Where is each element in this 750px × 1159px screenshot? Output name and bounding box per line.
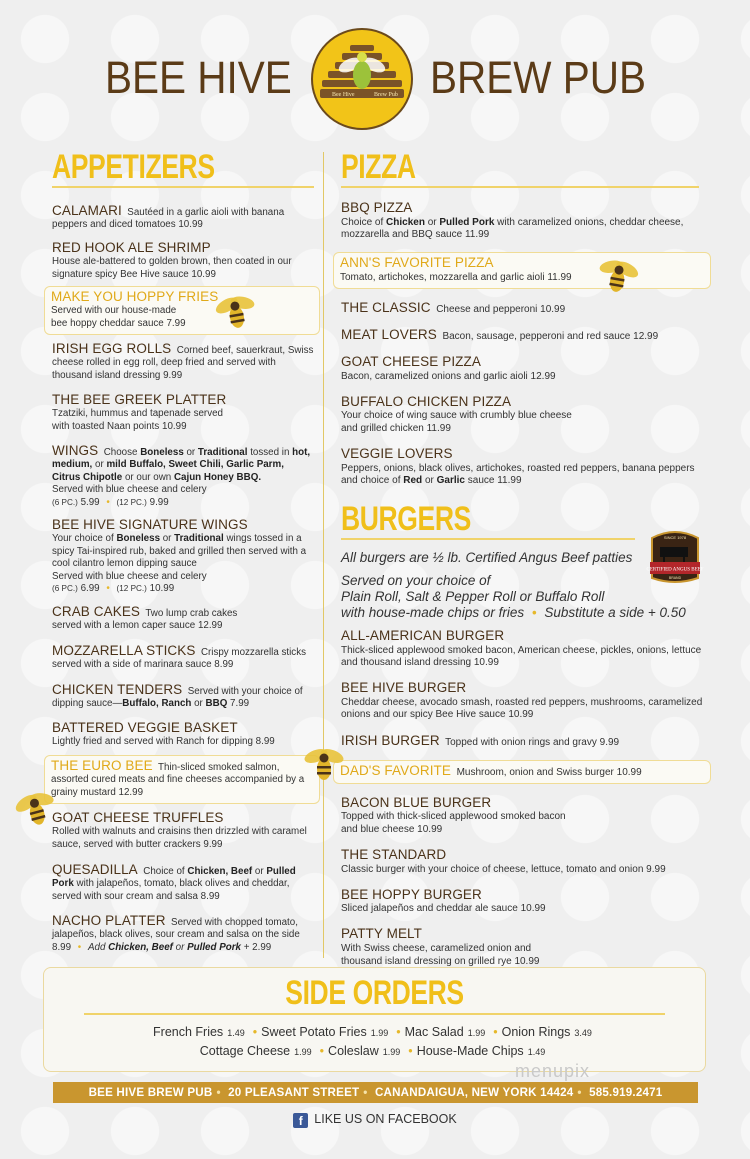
menu-item-description: Your choice of Boneless or Traditional wings tossed in a spicy Tai-inspired rub, baked and grilled then served with a cool cilantro lemon dipping sauce Served with blue cheese and celery (6 PC.) 6.99 • (12 PC.) 10.99 (52, 533, 307, 595)
menu-item-name: THE CLASSIC (341, 299, 431, 315)
separator-dot: • (252, 1025, 258, 1039)
menu-item-description: Cheese and pepperoni 10.99 (436, 303, 566, 315)
appetizers-section (52, 148, 314, 960)
side-orders-row (44, 1042, 705, 1061)
rule (52, 186, 314, 188)
menu-item-name: BUFFALO CHICKEN PIZZA (341, 393, 512, 409)
rule (341, 538, 635, 540)
menu-item-name: WINGS (52, 443, 99, 458)
menu-item-description: Two lump crab cakes served with a lemon caper sauce 12.99 (52, 608, 238, 632)
bee-icon (593, 252, 643, 299)
menu-item-description: Served with chopped tomato, jalapeños, black olives, sour cream and salsa on the side 8.99 • Add Chicken, Beef or Pulled Pork + 2.99 (52, 917, 300, 953)
menu-item (52, 443, 314, 509)
side-price: 1.99 (467, 1028, 486, 1038)
menu-item (341, 926, 705, 968)
badge-sub: BRAND (668, 576, 682, 580)
side-name: Onion Rings (501, 1025, 571, 1039)
side-price: 3.49 (574, 1028, 592, 1038)
menu-item-name: DAD'S FAVORITE (340, 762, 451, 778)
menu-item-name: IRISH EGG ROLLS (52, 341, 172, 356)
column-divider (323, 152, 324, 958)
menu-item-description: Choose Boneless or Traditional tossed in hot, medium, or mild Buffalo, Sweet Chili, Garlic Parm, Citrus Chipotle or our own Cajun Honey BBQ. Served with blue cheese and celery (6 PC.) 5.99 • (12 PC.) 9.99 (52, 447, 311, 508)
menu-item-description: Tzatziki, hummus and tapenade served with toasted Naan points 10.99 (52, 408, 223, 432)
menu-item (52, 913, 314, 954)
menu-item-description: Choice of Chicken or Pulled Pork with caramelized onions, cheddar cheese, mozzarella and BBQ sauce 11.99 (341, 216, 684, 241)
facebook-link[interactable] (0, 1112, 750, 1128)
menu-item (341, 795, 705, 837)
menu-item-description: Bacon, sausage, pepperoni and red sauce 12.99 (442, 331, 659, 343)
menu-item-name: ALL-AMERICAN BURGER (341, 628, 505, 643)
menu-item (333, 252, 711, 289)
pizza-title: PIZZA (341, 148, 416, 186)
menu-item-name: BBQ PIZZA (341, 200, 413, 215)
menu-item (341, 733, 705, 750)
menu-item (341, 327, 705, 344)
bee-icon (302, 744, 346, 784)
menu-item (52, 240, 314, 281)
menu-item-name: NACHO PLATTER (52, 913, 166, 928)
separator-dot: • (493, 1025, 498, 1039)
menu-item-description: Rolled with walnuts and craisins then drizzled with caramel sauce, served with butter crackers 9.99 (52, 826, 307, 850)
facebook-label[interactable]: LIKE US ON FACEBOOK (314, 1112, 457, 1126)
rule (341, 186, 699, 188)
menu-item-description: House ale-battered to golden brown, then coated in our signature spicy Bee Hive sauce 10.99 (52, 256, 292, 280)
menu-item-name: MAKE YOU HOPPY FRIES (51, 289, 219, 304)
menu-item-name: THE STANDARD (341, 847, 447, 863)
menu-item-description: Topped with thick-sliced applewood smoked bacon and blue cheese 10.99 (341, 811, 566, 835)
menu-item (341, 354, 705, 383)
menu-item (52, 203, 314, 232)
menu-item (341, 300, 705, 317)
pizza-list (341, 200, 705, 488)
menu-item (341, 680, 705, 722)
footer-city: CANANDAIGUA, NEW YORK 14424 (374, 1086, 574, 1099)
menu-item-description: Choice of Chicken, Beef or Pulled Pork with jalapeños, tomato, black olives and cheddar, served with sour cream and salsa 8.99 (52, 866, 296, 902)
menu-item-name: VEGGIE LOVERS (341, 446, 453, 462)
menu-item-description: Served with our house-made bee hoppy cheddar sauce 7.99 (51, 305, 186, 329)
footer-phone[interactable]: 585.919.2471 (589, 1086, 663, 1099)
menu-item (341, 394, 705, 436)
menu-item (52, 682, 314, 711)
logo-text-right: Brew Pub (374, 92, 398, 98)
side-price: 1.49 (527, 1047, 546, 1057)
separator-dot: • (408, 1044, 413, 1058)
badge-main: CERTIFIED ANGUS BEEF (646, 567, 704, 573)
menu-item-description: Corned beef, sauerkraut, Swiss cheese rolled in egg roll, deep fried and served with thousand island dressing 9.99 (52, 345, 314, 381)
menu-item (52, 604, 314, 633)
side-name: Sweet Potato Fries (261, 1025, 367, 1039)
menu-item-name: PATTY MELT (341, 926, 423, 942)
menu-item-description: Thin-sliced smoked salmon, assorted cured meats and fine cheeses accompanied by a grainy mustard 12.99 (51, 762, 305, 798)
burgers-intro-2: Served on your choice of Plain Roll, Salt & Pepper Roll or Buffalo Roll with house-made chips or fries • Substitute a side + 0.50 (341, 573, 686, 620)
menu-item-name: GOAT CHEESE PIZZA (341, 354, 481, 370)
menu-item (44, 755, 320, 804)
menu-item-description: Sautéed in a garlic aioli with banana peppers and diced tomatoes 10.99 (52, 207, 285, 231)
appetizers-title: APPETIZERS (52, 148, 215, 186)
menu-item-name: ANN'S FAVORITE PIZZA (340, 255, 494, 271)
menu-item-name: QUESADILLA (52, 862, 138, 877)
badge-top: SINCE 1978 (663, 535, 687, 540)
title-right: BREW PUB (430, 52, 647, 103)
menu-item (341, 628, 705, 670)
side-orders-section (43, 967, 706, 1072)
menu-item (52, 517, 314, 595)
menu-item-name: MEAT LOVERS (341, 327, 437, 343)
title-left: BEE HIVE (105, 52, 292, 103)
rule (84, 1013, 665, 1015)
logo-text-left: Bee Hive (332, 92, 355, 98)
certified-angus-beef-badge (646, 528, 704, 586)
menu-item (341, 446, 705, 488)
menu-item (52, 643, 314, 672)
pizza-section (341, 148, 705, 498)
side-name: Coleslaw (328, 1044, 379, 1058)
menu-item-name: IRISH BURGER (341, 732, 440, 748)
burgers-list (341, 628, 705, 968)
menu-item (333, 760, 711, 785)
menu-item-description: With Swiss cheese, caramelized onion and thousand island dressing on grilled rye 10.99 (341, 943, 540, 967)
menu-item-description: Tomato, artichokes, mozzarella and garlic aioli 11.99 (340, 271, 572, 283)
side-price: 1.99 (370, 1028, 389, 1038)
menu-item-name: CALAMARI (52, 203, 122, 218)
side-name: French Fries (153, 1025, 224, 1039)
menu-item-name: THE EURO BEE (51, 758, 153, 773)
side-orders-row (44, 1023, 705, 1042)
side-orders-title: SIDE ORDERS (285, 974, 464, 1012)
menu-item-name: RED HOOK ALE SHRIMP (52, 240, 211, 255)
appetizers-list (52, 200, 314, 960)
burgers-intro-1: All burgers are ½ lb. Certified Angus Beef patties (341, 550, 633, 565)
menu-item-name: THE BEE GREEK PLATTER (52, 392, 227, 407)
menu-item (52, 862, 314, 903)
menu-item (52, 720, 314, 749)
facebook-icon: f (293, 1113, 308, 1128)
menu-item (52, 392, 314, 433)
menu-item-description: Lightly fried and served with Ranch for dipping 8.99 (52, 736, 275, 748)
separator-dot: • (396, 1025, 401, 1039)
menu-item (52, 341, 314, 382)
menu-item-description: Cheddar cheese, avocado smash, roasted red peppers, mushrooms, caramelized onions and our spicy Bee Hive sauce 10.99 (341, 696, 703, 721)
menu-item-description: Topped with onion rings and gravy 9.99 (445, 736, 620, 748)
menu-item (341, 847, 705, 876)
menu-item-description: Bacon, caramelized onions and garlic aioli 12.99 (341, 370, 556, 382)
menu-item-name: GOAT CHEESE TRUFFLES (52, 810, 224, 825)
menu-item (52, 810, 314, 851)
side-orders-list (44, 1023, 705, 1061)
menu-item-name: CRAB CAKES (52, 604, 141, 619)
menu-item (341, 887, 705, 916)
footer-address: 20 PLEASANT STREET (228, 1086, 360, 1099)
menu-item-name: MOZZARELLA STICKS (52, 643, 196, 658)
bee-icon (211, 288, 261, 335)
menu-item-description: Served with your choice of dipping sauce—Buffalo, Ranch or BBQ 7.99 (52, 686, 303, 710)
menu-item-description: Thick-sliced applewood smoked bacon, American cheese, pickles, onions, lettuce and thousand island dressing 10.99 (341, 644, 702, 669)
menu-item (44, 286, 320, 335)
footer-bar: BEE HIVE BREW PUB • 20 PLEASANT STREET • CANANDAIGUA, NEW YORK 14424 • 585.919.2471 (53, 1082, 698, 1103)
side-name: Cottage Cheese (199, 1044, 291, 1058)
side-name: House-Made Chips (416, 1044, 524, 1058)
side-price: 1.99 (294, 1047, 312, 1057)
menu-item-description: Your choice of wing sauce with crumbly blue cheese and grilled chicken 11.99 (341, 410, 572, 435)
menu-item-description: Peppers, onions, black olives, artichokes, roasted red peppers, banana peppers and choice of Red or Garlic sauce 11.99 (341, 462, 695, 487)
menu-item-name: BEE HOPPY BURGER (341, 886, 482, 902)
footer-name: BEE HIVE BREW PUB (88, 1086, 213, 1099)
separator-dot: • (319, 1044, 325, 1058)
menu-item-description: Classic burger with your choice of cheese, lettuce, tomato and onion 9.99 (341, 863, 666, 875)
side-price: 1.99 (382, 1047, 401, 1057)
side-name: Mac Salad (404, 1025, 464, 1039)
menu-item-description: Mushroom, onion and Swiss burger 10.99 (456, 766, 642, 778)
menu-item (341, 200, 705, 242)
logo (310, 27, 414, 131)
menu-item-name: BEE HIVE SIGNATURE WINGS (52, 517, 248, 532)
menu-item-name: BACON BLUE BURGER (341, 794, 492, 810)
menu-item-description: Crispy mozzarella sticks served with a side of marinara sauce 8.99 (52, 647, 307, 671)
menu-item-name: CHICKEN TENDERS (52, 682, 183, 697)
menu-item-description: Sliced jalapeños and cheddar ale sauce 10.99 (341, 903, 546, 915)
menu-item-name: BEE HIVE BURGER (341, 680, 467, 696)
watermark: menupix (515, 1061, 591, 1081)
side-price: 1.49 (227, 1028, 245, 1038)
burgers-title: BURGERS (341, 500, 471, 538)
menu-item-name: BATTERED VEGGIE BASKET (52, 720, 238, 735)
